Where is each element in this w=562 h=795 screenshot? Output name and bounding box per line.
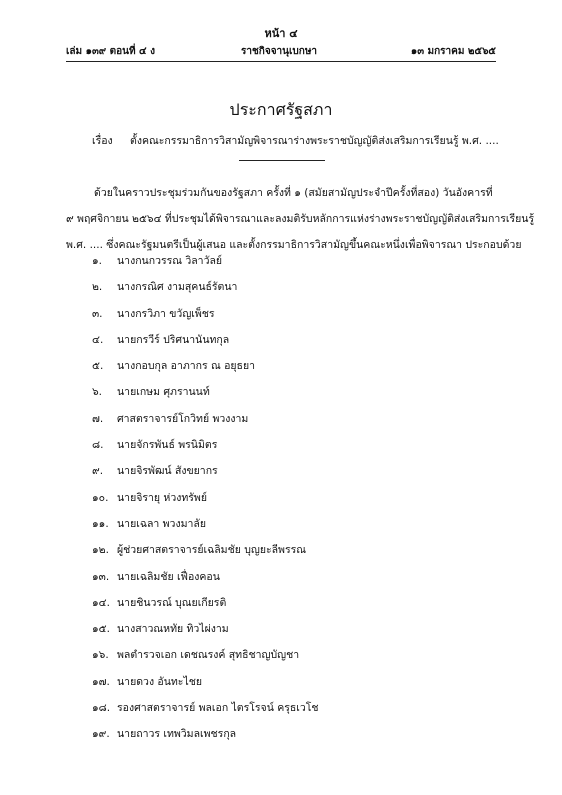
member-name: นางกรวิภา ขวัญเพ็ชร [117,307,215,320]
member-number: ๑๙. [92,728,110,741]
member-number: ๑. [92,255,103,267]
member-name: นายถาวร เทพวิมลเพชรกุล [117,728,237,741]
member-item [92,590,492,616]
member-item [92,353,492,379]
member-name: นายเกษม ศุภรานนท์ [117,386,210,399]
member-item [92,248,492,274]
member-name: นายจักรพันธ์ พรนิมิตร [117,439,218,452]
member-number: ๔. [92,333,104,346]
member-list [92,248,492,748]
member-item [92,406,492,432]
subject-label: เรื่อง [92,135,113,147]
member-number: ๗. [92,412,104,425]
member-item [92,379,492,405]
member-item [92,458,492,484]
member-item [92,616,492,642]
publication-name: ราชกิจจานุเบกษา [241,46,318,57]
header-divider [66,61,496,62]
member-number: ๑๓. [92,570,110,583]
member-item [92,274,492,300]
member-name: ศาสตราจารย์โกวิทย์ พวงงาม [117,412,249,425]
subject-text: ตั้งคณะกรรมาธิการวิสามัญพิจารณาร่างพระราชบัญญัติส่งเสริมการเรียนรู้ พ.ศ. .... [130,135,499,147]
subject-line [92,132,512,149]
member-number: ๑๔. [92,596,110,609]
title-divider [239,160,325,161]
member-item [92,511,492,537]
member-name: นายเฉลิมชัย เฟื่องคอน [117,570,220,583]
member-item [92,564,492,590]
member-name: นางกนกวรรณ วิลาวัลย์ [117,255,223,267]
member-name: นายดวง อันทะไชย [117,675,203,688]
page-number: หน้า ๔ [264,27,298,40]
member-item [92,432,492,458]
member-number: ๑๖. [92,649,109,662]
body-paragraph [66,180,535,258]
member-item [92,327,492,353]
member-number: ๙. [92,465,104,478]
member-name: นายจิรพัฒน์ สังขยากร [117,465,218,478]
member-number: ๒. [92,281,103,294]
member-name: นางกอบกุล อาภากร ณ อยุธยา [117,360,256,373]
member-number: ๑๐. [92,491,109,504]
member-name: ผู้ช่วยศาสตราจารย์เฉลิมชัย บุญยะลีพรรณ [117,544,306,557]
member-number: ๑๘. [92,702,111,715]
member-name: นางกรณิศ งามสุคนธ์รัตนา [117,281,238,294]
member-name: นายชินวรณ์ บุณยเกียรติ [117,596,227,609]
member-item [92,642,492,668]
member-item [92,485,492,511]
member-name: นางสาวณหทัย ทิวไผ่งาม [117,623,229,636]
member-name: นายกรวีร์ ปริศนานันทกุล [117,333,230,346]
member-number: ๘. [92,439,104,452]
volume-issue: เล่ม ๑๓๙ ตอนที่ ๔ ง [66,46,155,57]
gazette-header [66,44,496,60]
member-name: รองศาสตราจารย์ พลเอก ไตรโรจน์ ครุธเวโช [117,702,319,715]
member-number: ๓. [92,307,103,320]
member-number: ๖. [92,386,103,399]
body-line: ๙ พฤศจิกายน ๒๕๖๔ ที่ประชุมได้พิจารณาและลงมติรับหลักการแห่งร่างพระราชบัญญัติส่งเสริมการเรียนรู้ [66,213,535,225]
member-name: นายเฉลา พวงมาลัย [117,517,206,530]
member-item [92,537,492,563]
member-item [92,695,492,721]
member-item [92,669,492,695]
member-number: ๕. [92,360,104,373]
body-line: พ.ศ. .... ซึ่งคณะรัฐมนตรีเป็นผู้เสนอ และตั้งกรรมาธิการวิสามัญขึ้นคณะหนึ่งเพื่อพิจารณา ประกอบด้วย [66,239,522,251]
member-name: นายจิรายุ ห่วงทรัพย์ [117,491,207,504]
member-item [92,301,492,327]
member-number: ๑๕. [92,623,110,636]
body-line: ด้วยในคราวประชุมร่วมกันของรัฐสภา ครั้งที่ ๑ (สมัยสามัญประจำปีครั้งที่สอง) วันอังคารที่ [94,187,493,199]
member-item [92,721,492,747]
member-number: ๑๒. [92,544,109,557]
publication-date: ๑๓ มกราคม ๒๕๖๕ [410,46,496,57]
member-name: พลตำรวจเอก เดชณรงค์ สุทธิชาญบัญชา [117,649,300,662]
member-number: ๑๑. [92,517,109,530]
announcement-title: ประกาศรัฐสภา [229,100,333,119]
member-number: ๑๗. [92,675,110,688]
